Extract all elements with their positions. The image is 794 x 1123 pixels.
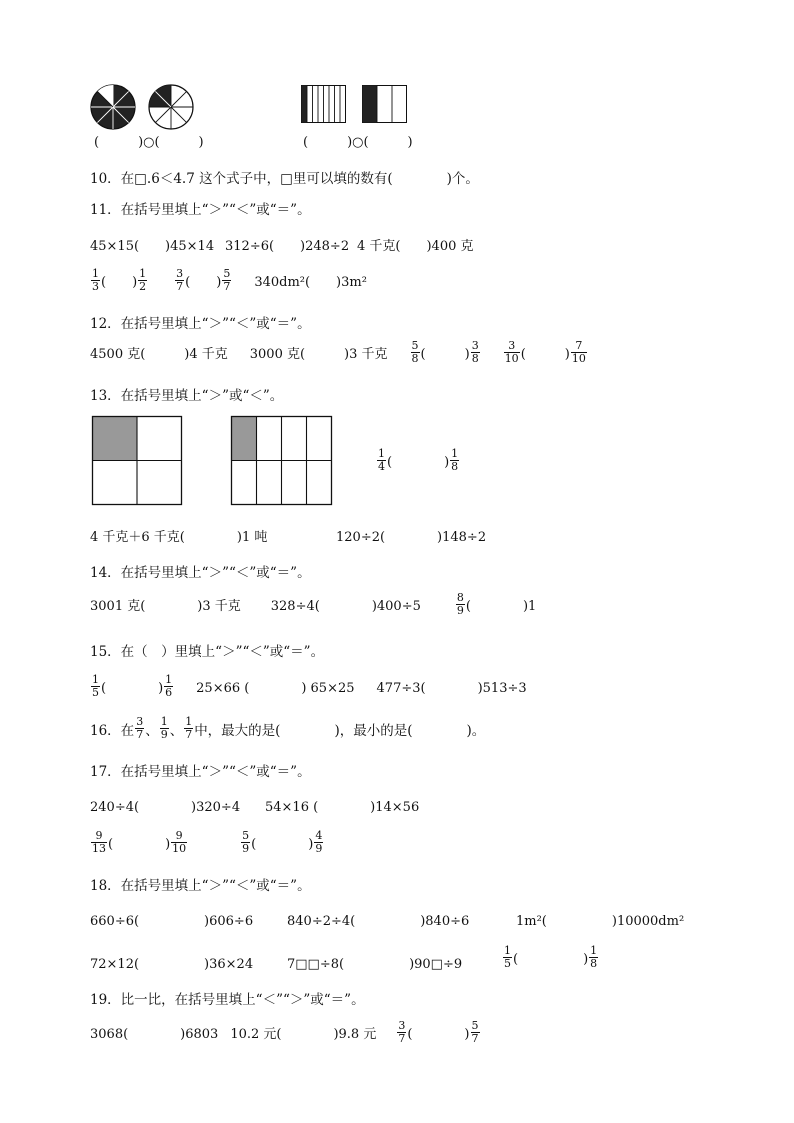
- q14-item-2: 328÷4( )400÷5: [270, 599, 421, 614]
- separator: 、: [169, 722, 184, 739]
- q18-fraction-compare: [502, 945, 599, 970]
- fraction: $\frac{5}{7}$: [223, 267, 231, 293]
- q11-item-3: 4 千克( )400 克: [357, 239, 474, 254]
- q17-item-2: 54×16 ( )14×56: [265, 800, 420, 815]
- q10-text: 10．在□.6＜4.7 这个式子中，□里可以填的数有( )个。: [90, 171, 479, 187]
- q19-row: [90, 1020, 481, 1045]
- blank[interactable]: ( ): [420, 347, 470, 362]
- fraction: $\frac{9}{13}$: [92, 829, 106, 855]
- fraction: $\frac{3}{7}$: [398, 1019, 406, 1045]
- fraction: $\frac{1}{8}$: [451, 447, 459, 473]
- fraction: $\frac{4}{9}$: [315, 829, 323, 855]
- q19-item-2: 10.2 元( )9.8 元: [230, 1027, 377, 1042]
- blank[interactable]: ( ): [520, 347, 570, 362]
- q16-tail[interactable]: 中，最大的是( )，最小的是( )。: [194, 722, 486, 739]
- q18-item-3: 1m²( )10000dm²: [516, 914, 685, 929]
- fraction: $\frac{7}{10}$: [571, 339, 586, 365]
- q13-title: 13．在括号里填上“＞”或“＜”。: [90, 388, 284, 404]
- q19-title: 19．比一比，在括号里填上“＜”“＞”或“＝”。: [90, 992, 365, 1008]
- fraction: $\frac{3}{8}$: [471, 339, 479, 365]
- q14-item-1: 3001 克( )3 千克: [90, 599, 241, 614]
- blank[interactable]: ( ): [407, 1027, 470, 1042]
- q11-fraction-row: [90, 268, 367, 293]
- q12-item-1: 4500 克( )4 千克: [90, 347, 228, 362]
- bar-figure-left: [301, 85, 346, 123]
- fraction: $\frac{1}{9}$: [160, 715, 168, 741]
- blank[interactable]: ( ): [108, 837, 171, 852]
- q12-item-2: 3000 克( )3 千克: [249, 347, 388, 362]
- blank[interactable]: ( ): [513, 952, 589, 967]
- fraction: $\frac{5}{7}$: [471, 1019, 479, 1045]
- q14-tail[interactable]: ( )1: [465, 599, 537, 614]
- blank[interactable]: ( ): [251, 837, 314, 852]
- q14-title: 14．在括号里填上“＞”“＜”或“＝”。: [90, 565, 311, 581]
- q9-blank-pair-circles[interactable]: ( )○( ): [94, 135, 204, 150]
- fraction: $\frac{1}{3}$: [92, 267, 99, 293]
- q15-item-1: 25×66 ( ) 65×25: [196, 681, 355, 696]
- pie-figure-left: [90, 84, 136, 130]
- blank[interactable]: ( ): [387, 455, 450, 470]
- q11-area-item: 340dm²( )3m²: [254, 275, 367, 290]
- q15-item-2: 477÷3( )513÷3: [376, 681, 527, 696]
- q14-row: [90, 592, 536, 617]
- grid-eighth-figure: [231, 416, 332, 505]
- q16-lead: 16．在: [90, 722, 135, 739]
- fraction: $\frac{5}{8}$: [411, 339, 419, 365]
- q15-row: [90, 674, 527, 699]
- q12-row: [90, 340, 588, 365]
- fraction: $\frac{1}{5}$: [504, 944, 511, 970]
- q17-title: 17．在括号里填上“＞”“＜”或“＝”。: [90, 764, 311, 780]
- q13-item-1: 4 千克＋6 千克( )1 吨: [90, 530, 268, 545]
- q17-fraction-row: [90, 830, 324, 855]
- fraction: $\frac{8}{9}$: [456, 591, 464, 617]
- q18-item-5: 7□□÷8( )90□÷9: [287, 957, 463, 972]
- fraction: $\frac{3}{10}$: [504, 339, 519, 365]
- blank[interactable]: ( ): [101, 275, 138, 290]
- pie-figure-right: [148, 84, 194, 130]
- q11-item-2: 312÷6( )248÷2: [225, 239, 350, 254]
- fraction: $\frac{1}{2}$: [139, 267, 147, 293]
- fraction: $\frac{3}{7}$: [176, 267, 184, 293]
- blank[interactable]: ( ): [101, 681, 164, 696]
- q13-item-2: 120÷2( )148÷2: [336, 530, 487, 545]
- q18-item-4: 72×12( )36×24: [90, 957, 254, 972]
- q16-row: [90, 716, 485, 741]
- q19-item-1: 3068( )6803: [90, 1027, 219, 1042]
- fraction: $\frac{1}{7}$: [185, 715, 193, 741]
- fraction: $\frac{1}{6}$: [165, 673, 173, 699]
- q11-title: 11．在括号里填上“＞”“＜”或“＝”。: [90, 202, 311, 218]
- fraction: $\frac{3}{7}$: [136, 715, 144, 741]
- fraction: $\frac{1}{5}$: [92, 673, 99, 699]
- bar-figure-right: [362, 85, 407, 123]
- fraction: $\frac{1}{8}$: [590, 944, 598, 970]
- fraction: $\frac{1}{4}$: [378, 447, 385, 473]
- q13-fraction-compare: [376, 448, 460, 473]
- q15-title: 15．在（ ）里填上“＞”“＜”或“＝”。: [90, 644, 325, 660]
- q18-title: 18．在括号里填上“＞”“＜”或“＝”。: [90, 878, 311, 894]
- q18-item-2: 840÷2÷4( )840÷6: [287, 914, 470, 929]
- q11-item-1: 45×15( )45×14: [90, 239, 215, 254]
- separator: 、: [145, 722, 159, 739]
- q18-item-1: 660÷6( )606÷6: [90, 914, 254, 929]
- fraction: $\frac{5}{9}$: [242, 829, 250, 855]
- q12-title: 12．在括号里填上“＞”“＜”或“＝”。: [90, 316, 311, 332]
- fraction: $\frac{9}{10}$: [172, 829, 187, 855]
- q17-item-1: 240÷4( )320÷4: [90, 800, 241, 815]
- grid-quarter-figure: [92, 416, 182, 505]
- blank[interactable]: ( ): [185, 275, 222, 290]
- q9-blank-pair-bars[interactable]: ( )○( ): [303, 135, 413, 150]
